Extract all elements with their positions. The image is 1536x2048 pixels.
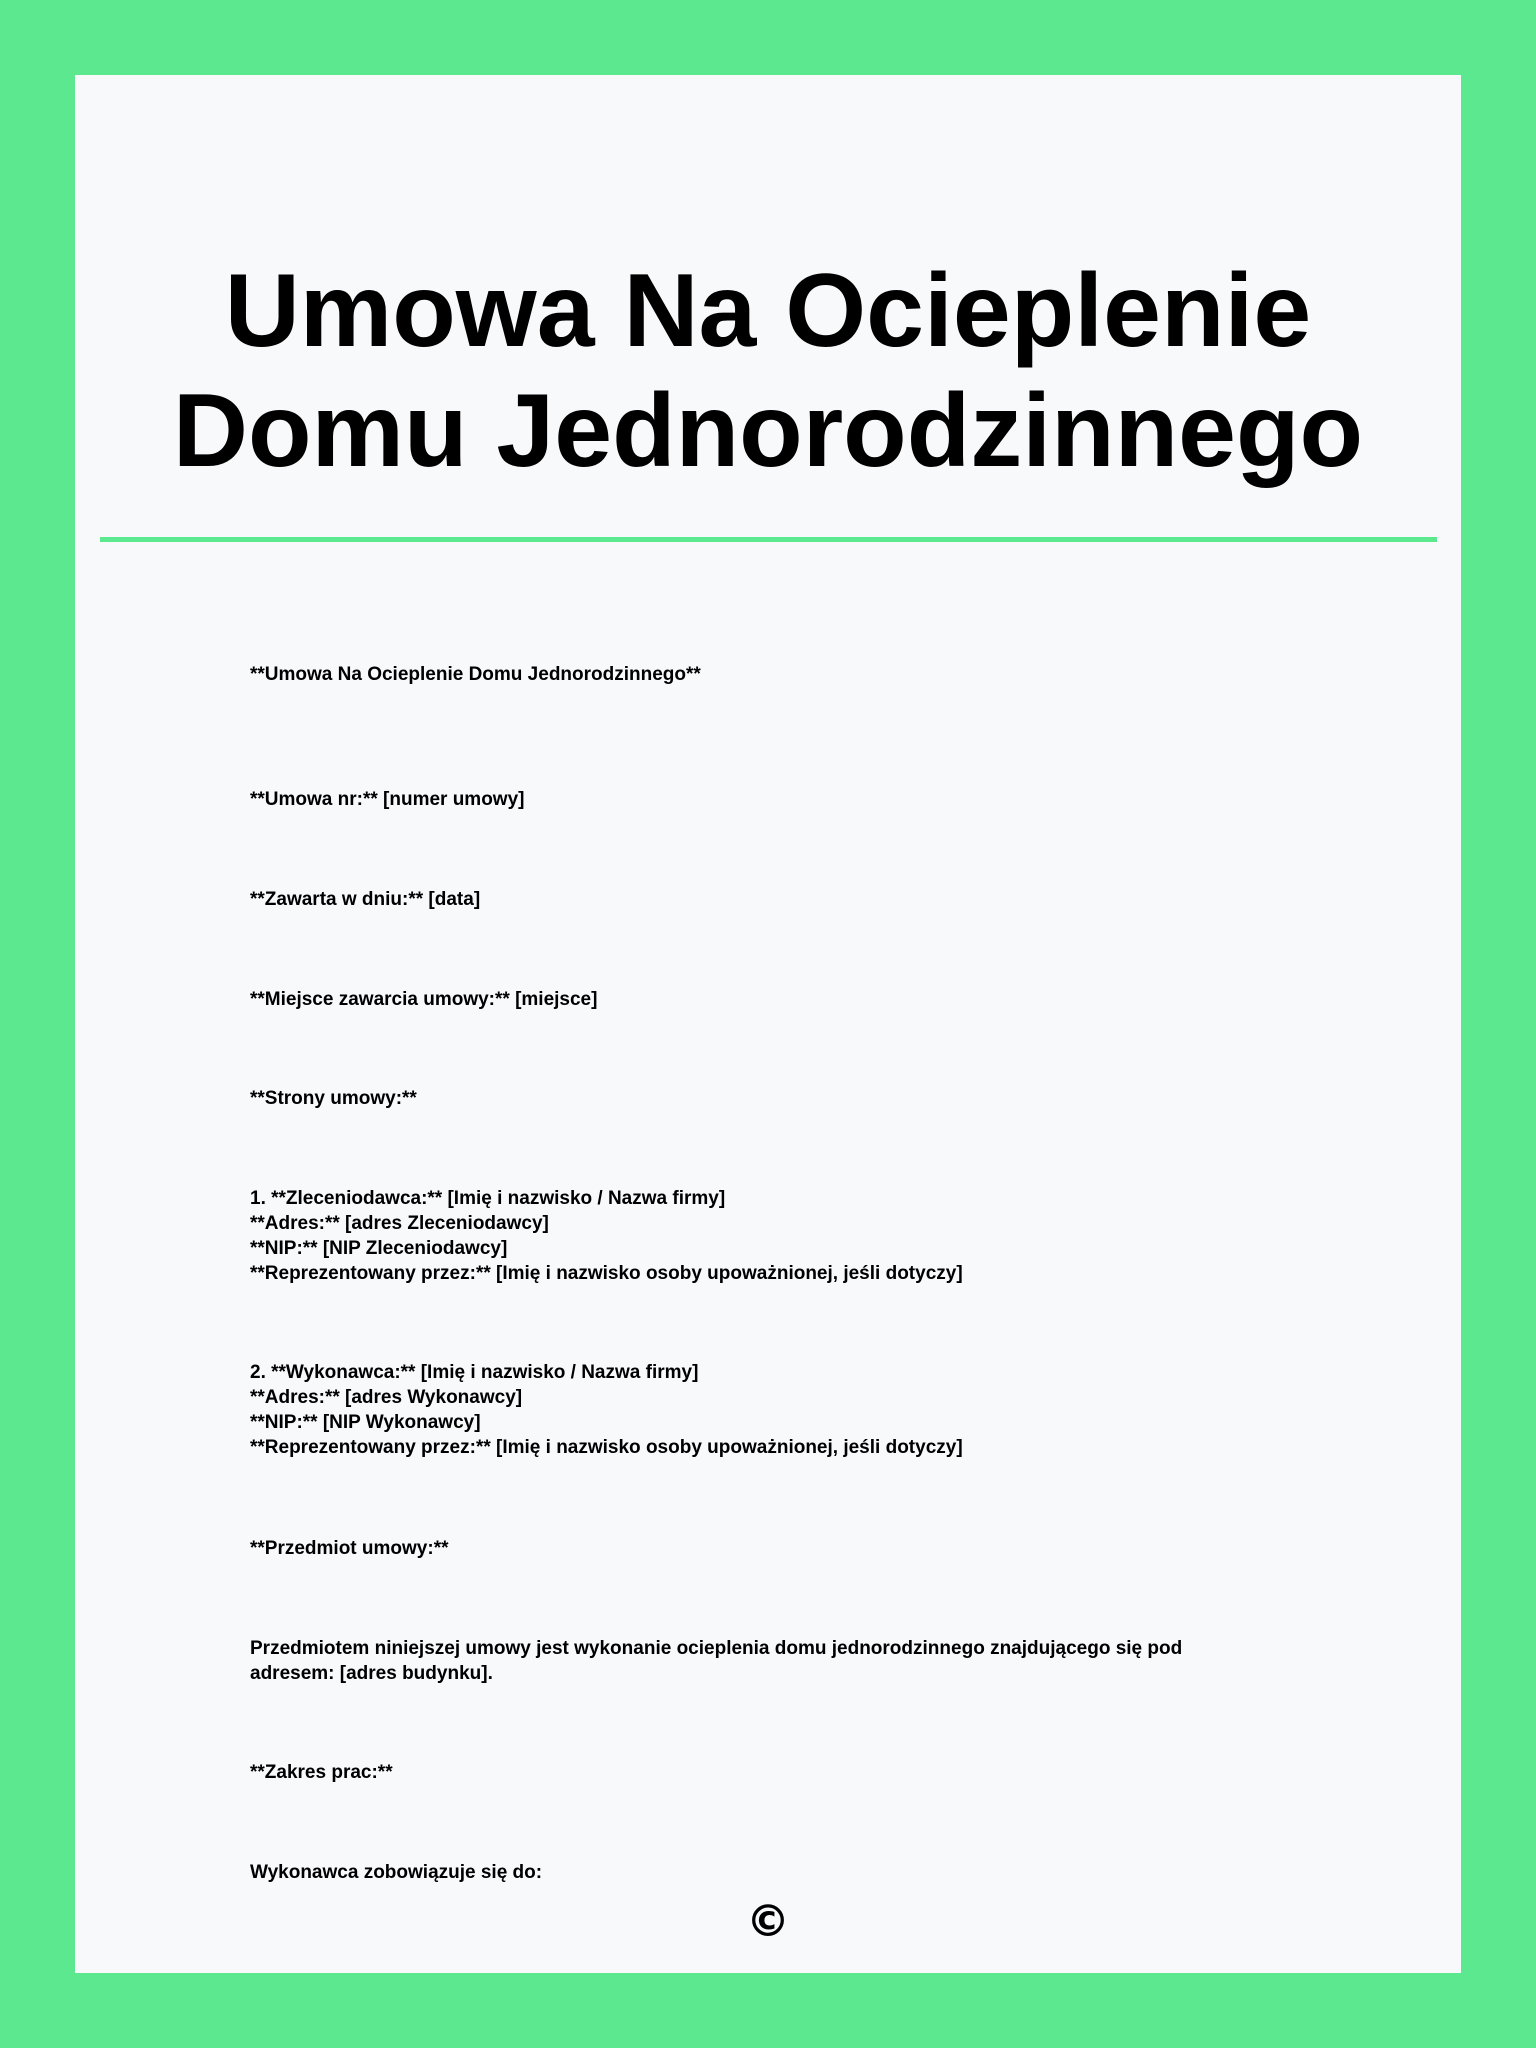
paragraph-contractor: 2. **Wykonawca:** [Imię i nazwisko / Nazwa firmy] **Adres:** [adres Wykonawcy] **NIP:** [NIP Wykonawcy] **Reprezentowany przez:** [Imię i nazwisko osoby upoważnionej, jeśli dotyczy] (250, 1362, 963, 1458)
paragraph-scope: Wykonawca zobowiązuje się do: (250, 1862, 543, 1883)
paragraph-parties: **Strony umowy:** (250, 1088, 417, 1109)
title-divider (100, 537, 1437, 542)
paragraph-date: **Zawarta w dniu:** [data] (250, 889, 481, 910)
copyright-icon: © (746, 1896, 790, 1947)
document-page (75, 75, 1461, 1973)
document-title: Umowa Na Ocieplenie Domu Jednorodzinnego (172, 253, 1364, 489)
paragraph-place: **Miejsce zawarcia umowy:** [miejsce] (250, 989, 598, 1010)
paragraph-client: 1. **Zleceniodawca:** [Imię i nazwisko / Nazwa firmy] **Adres:** [adres Zleceniodawcy] **NIP:** [NIP Zleceniodawcy] **Reprezentowany przez:** [Imię i nazwisko osoby upoważnionej, jeśli dotyczy] (250, 1188, 963, 1284)
paragraph-heading: **Umowa Na Ocieplenie Domu Jednorodzinnego** (250, 664, 701, 685)
paragraph-scope-heading: **Zakres prac:** (250, 1762, 393, 1783)
paragraph-subject-heading: **Przedmiot umowy:** (250, 1538, 449, 1559)
paragraph-contract-number: **Umowa nr:** [numer umowy] (250, 789, 525, 810)
paragraph-subject: Przedmiotem niniejszej umowy jest wykonanie ocieplenia domu jednorodzinnego znajdującego się pod adresem: [adres budynku]. (250, 1638, 1183, 1684)
